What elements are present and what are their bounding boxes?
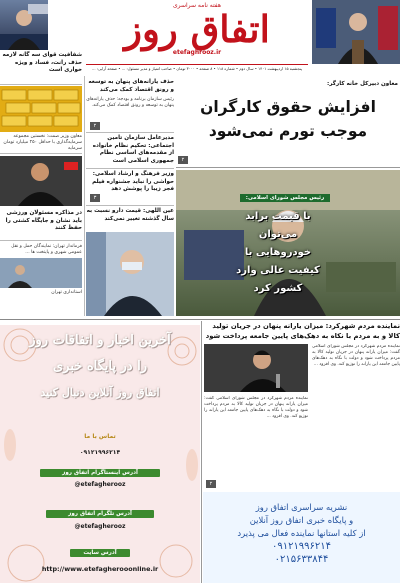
ad-instagram-label: آدرس اینستاگرام اتفاق روز — [40, 469, 160, 477]
masthead — [86, 0, 308, 64]
ad-line-2: را در پایگاه خبری — [53, 359, 147, 374]
story2-headline[interactable]: نماینده مردم شهرکرد: میزان یارانه پنهان در جریان تولید کالا و به مردم با نکاه به دهک‌های پایین جامعه پرداخت شود — [205, 322, 400, 340]
left-item-4-title[interactable]: فرماندار تهران: نمایندگان حمل و نقل عمومی شهری و پایتخت ها ... — [11, 244, 82, 255]
story2-page-ref: ۲ — [206, 480, 216, 488]
minister-portrait-icon — [86, 232, 174, 316]
main-headline[interactable]: افزایش حقوق کارگران موجب تورم نمی‌شود — [200, 98, 376, 140]
ad-contact-label: تماس با ما — [84, 433, 116, 440]
ad-instagram[interactable]: @etefagherooz — [74, 481, 126, 488]
ad-telegram[interactable]: @etefagherooz — [74, 523, 126, 530]
gold-bars-icon — [0, 86, 82, 132]
promo-line-2: و پایگاه خبری اتفاق روز آنلاین — [249, 515, 354, 525]
promo-phone-2[interactable]: ۰۲۱۵۶۳۳۸۴۴ — [274, 554, 329, 565]
ad-telegram-label: آدرس تلگرام اتفاق روز — [46, 510, 154, 518]
ad-site-label: آدرس سایت — [70, 549, 130, 557]
official-photo-icon — [0, 258, 82, 288]
middle-head-2[interactable]: مدیرعامل سازمان تامین اجتماعی: تحکیم نظام خانواده از مقدمه‌های اساسی نظام جمهوری اسلامی است — [92, 135, 174, 164]
left-item-4-photo — [0, 258, 82, 288]
left-item-1-title[interactable]: شفافیت قوای سه گانه لازمه حذف رانت، فساد و ویژه خواری است — [2, 52, 82, 74]
masthead-weekly: هفته نامه سراسری — [172, 2, 221, 9]
online-news-ad[interactable] — [0, 325, 200, 583]
promo-line-3: از کلیه استانها نماینده فعال می پذیرد — [237, 528, 366, 538]
ad-line-1: آخرین اخبار و اتفاقات روز — [29, 333, 171, 348]
main-page-ref: ۲ — [178, 156, 188, 164]
top-left-photo — [0, 0, 48, 50]
story2-body-right: نماینده مردم شهرکرد در مجلس شورای اسلامی گفت: میزان یارانه پنهان در جریان تولید کالا به مردم پرداخت شود و دولت با نگاه به دهک‌های پایین جامعه این یارانه را توزیع کند. وی افزود ... — [312, 344, 400, 367]
promo-phone-1[interactable]: ۰۹۱۲۱۹۹۶۲۱۴ — [271, 541, 332, 552]
middle-body-1: رئیس سازمان برنامه و بودجه: حذف یارانه‌های پنهان به توسعه و رونق اقتصاد کمک می‌کند. — [86, 97, 174, 108]
left-item-4-sub: استانداری تهران — [51, 290, 82, 295]
story2-photo — [204, 344, 308, 392]
page-ref-1: ۲ — [90, 122, 100, 130]
feature-quote[interactable]: با قیمت برابد می‌توان خودروهایی با کیفیت عالی وارد کشور کرد — [236, 211, 320, 294]
masthead-url: etefaghrooz.ir — [172, 49, 222, 56]
press-photo-icon — [312, 0, 400, 64]
representative-promo[interactable] — [203, 492, 400, 583]
story2-body-left: نماینده مردم شهرکرد در مجلس شورای اسلامی گفت: میزان یارانه پنهان در جریان تولید کالا به مردم پرداخت شود و دولت با نگاه به دهک‌های پایین جامعه این یارانه را توزیع کند. وی افزود ... — [204, 396, 308, 419]
athlete-icon — [0, 156, 82, 206]
middle-head-1[interactable]: حذف یارانه‌های پنهان به توسعه و رونق اقتصاد کمک می‌کند — [88, 79, 174, 93]
main-kicker: معاون دبیرکل خانه کارگر: — [327, 81, 398, 87]
gold-bars-photo — [0, 86, 82, 132]
minister-photo — [86, 232, 174, 316]
top-right-photo — [312, 0, 400, 64]
newspaper-logo: اتفاق روز — [124, 7, 270, 51]
ad-line-3: اتفاق روز آنلاین دنبال کنید — [40, 386, 160, 399]
wrestler-photo — [0, 156, 82, 206]
promo-line-1: نشریه سراسری اتفاق روز — [255, 502, 348, 512]
feature-kicker: رئیس مجلس شورای اسلامی: — [240, 194, 330, 202]
issue-info-bar: پنجشنبه ۱۵ اردیبهشت ۱۴۰۱ • سال دوم • شماره ۱۱۸ • ۸ صفحه • ۳۰۰۰ تومان • صاحب امتیاز و مدیر مسئول: ... • صفحه آرایی: ... — [86, 64, 308, 72]
left-item-3-title[interactable]: در مذاکره مسئولان ورزشی باید نشان و جایگاه کشتی را حفظ کنند — [5, 210, 82, 232]
page-ref-2: ۳ — [90, 194, 100, 202]
ad-site[interactable]: http://www.etefagherooonline.ir — [41, 565, 159, 573]
middle-head-3[interactable]: وزیر فرهنگ و ارشاد اسلامی: حواشی را نباید جشنواره فیلم فجر زیبا را پوشش دهد — [92, 171, 174, 193]
ad-phone[interactable]: ۰۹۱۲۱۹۹۶۲۱۴ — [79, 449, 121, 456]
middle-head-4[interactable]: عین اللهی: قیمت دارو نسبت به سال گذشته تغییر نمی‌کند — [86, 208, 174, 222]
left-item-2-title[interactable]: معاون وزیر صمت: نخستین مجموعه سرمایه‌گذاری با حداقل ۲۵۰ میلیارد تومان سرمایه — [3, 134, 82, 151]
portrait-icon — [0, 0, 48, 50]
mp-portrait-icon — [204, 344, 308, 392]
